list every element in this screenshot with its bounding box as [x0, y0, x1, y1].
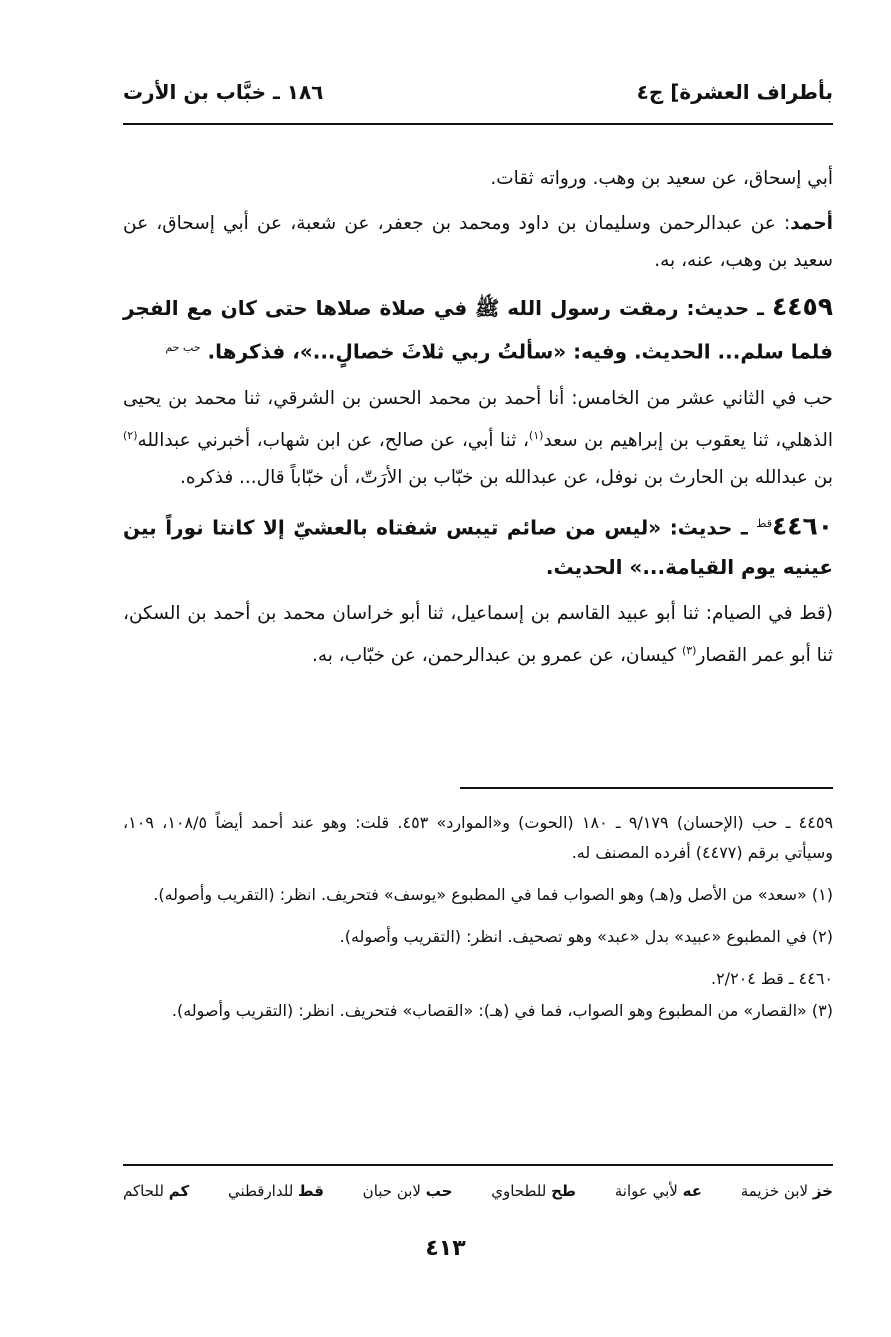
- paragraph-text: ، ثنا أبي، عن صالح، عن ابن شهاب، أخبرني عبدالله: [137, 429, 529, 451]
- header-section-title: ١٨٦ ـ خبَّاب بن الأرت: [123, 80, 324, 104]
- hadith-text: ـ حديث: رمقت رسول الله ﷺ في صلاة صلاها حتى كان مع الفجر فلما سلم... الحديث. وفيه: «سألتُ ربي ثلاثَ خصالٍ...»، فذكرها.: [123, 296, 833, 364]
- abbreviation-item: [491, 1182, 576, 1200]
- header-rule: [123, 123, 833, 125]
- source-tag: قط: [756, 516, 772, 530]
- abbreviation-item: [741, 1182, 833, 1200]
- hadith-number: ٤٤٥٩: [771, 292, 833, 321]
- abbreviation-rule: [123, 1164, 833, 1166]
- abbreviation-value: لابن خزيمة: [740, 1182, 809, 1200]
- footnote: ٤٤٥٩ ـ حب (الإحسان) ٩/١٧٩ ـ ١٨٠ (الحوت) و«الموارد» ٤٥٣. قلت: وهو عند أحمد أيضاً ١٠٨/٥، ١٠٩، وسيأتي برقم (٤٤٧٧) أفرده المصنف له.: [123, 813, 834, 862]
- abbreviation-key: قط: [298, 1182, 324, 1200]
- footnote-ref: (٢): [123, 428, 138, 442]
- hadith-number: ٤٤٦٠: [771, 511, 833, 541]
- abbreviation-key: حب: [425, 1182, 453, 1200]
- paragraph: [123, 380, 833, 496]
- abbreviation-key: خز: [812, 1182, 833, 1200]
- abbreviation-item: [363, 1182, 453, 1200]
- abbreviation-value: للدارقطني: [227, 1182, 294, 1200]
- paragraph-text: كيسان، عن عمرو بن عبدالرحمن، عن خبّاب، به.: [311, 645, 682, 667]
- abbreviation-key: عه: [682, 1182, 702, 1200]
- footnote-ref: (١): [528, 428, 544, 442]
- abbreviation-value: للطحاوي: [491, 1182, 547, 1200]
- footnotes: [123, 808, 833, 1038]
- abbreviation-item: [615, 1182, 702, 1200]
- paragraph: [123, 595, 833, 674]
- paragraph: [123, 205, 833, 279]
- footnote-separator: [460, 787, 833, 789]
- abbreviation-item: [123, 1182, 189, 1200]
- paragraph: أبي إسحاق، عن سعيد بن وهب. ورواته ثقات.: [490, 168, 833, 189]
- footnote: (٣) «القصار» من المطبوع وهو الصواب، فما في (هـ): «القصاب» فتحريف. انظر: (التقريب وأصوله).: [171, 1001, 833, 1020]
- footnote: (١) «سعد» من الأصل و(هـ) وهو الصواب فما في المطبوع «يوسف» فتحريف. انظر: (التقريب وأصوله).: [153, 885, 833, 904]
- footnote-ref: (٣): [681, 644, 697, 658]
- main-text: [123, 160, 833, 683]
- paragraph-text: حب في الثاني عشر من الخامس: أنا أحمد بن محمد الحسن بن الشرقي، ثنا محمد بن يحيى الذهلي، ثنا يعقوب بن إبراهيم بن سعد: [123, 387, 834, 451]
- hadith-entry: [123, 504, 833, 588]
- abbreviation-value: لابن حبان: [362, 1182, 421, 1200]
- footnote: ٤٤٦٠ ـ قط ٢/٢٠٤.: [710, 969, 833, 988]
- abbreviation-value: لأبي عوانة: [614, 1182, 678, 1200]
- paragraph-text: (قط في الصيام: ثنا أبو عبيد القاسم بن إسماعيل، ثنا أبو خراسان محمد بن أحمد بن السكن، ثنا أبو عمر القصار: [123, 603, 833, 667]
- abbreviation-key: كم: [168, 1182, 190, 1200]
- source-tag: حب حم: [165, 341, 201, 354]
- paragraph-text: بن عبدالله بن الحارث بن نوفل، عن عبدالله بن خبّاب بن الأرَتّ، أن خبّاباً قال... فذكره.: [180, 466, 833, 488]
- source-label: أحمد: [790, 213, 833, 234]
- running-header: [123, 72, 833, 112]
- page-number: ٤١٣: [425, 1236, 466, 1261]
- hadith-text: ـ حديث: «ليس من صائم تيبس شفتاه بالعشيّ إلا كانتا نوراً بين عينيه يوم القيامة...» الحديث.: [123, 515, 833, 580]
- abbreviation-item: [228, 1182, 324, 1200]
- hadith-entry: [123, 287, 833, 372]
- header-book-title: بأطراف العشرة] ج٤: [636, 80, 833, 104]
- abbreviation-value: للحاكم: [123, 1182, 164, 1200]
- abbreviation-key: طح: [551, 1182, 577, 1200]
- abbreviation-legend: [123, 1182, 833, 1200]
- paragraph-text: : عن عبدالرحمن وسليمان بن داود ومحمد بن جعفر، عن شعبة، عن أبي إسحاق، عن سعيد بن وهب، عنه، به.: [123, 213, 833, 271]
- footnote: (٢) في المطبوع «عبيد» بدل «عبد» وهو تصحيف. انظر: (التقريب وأصوله).: [339, 927, 833, 946]
